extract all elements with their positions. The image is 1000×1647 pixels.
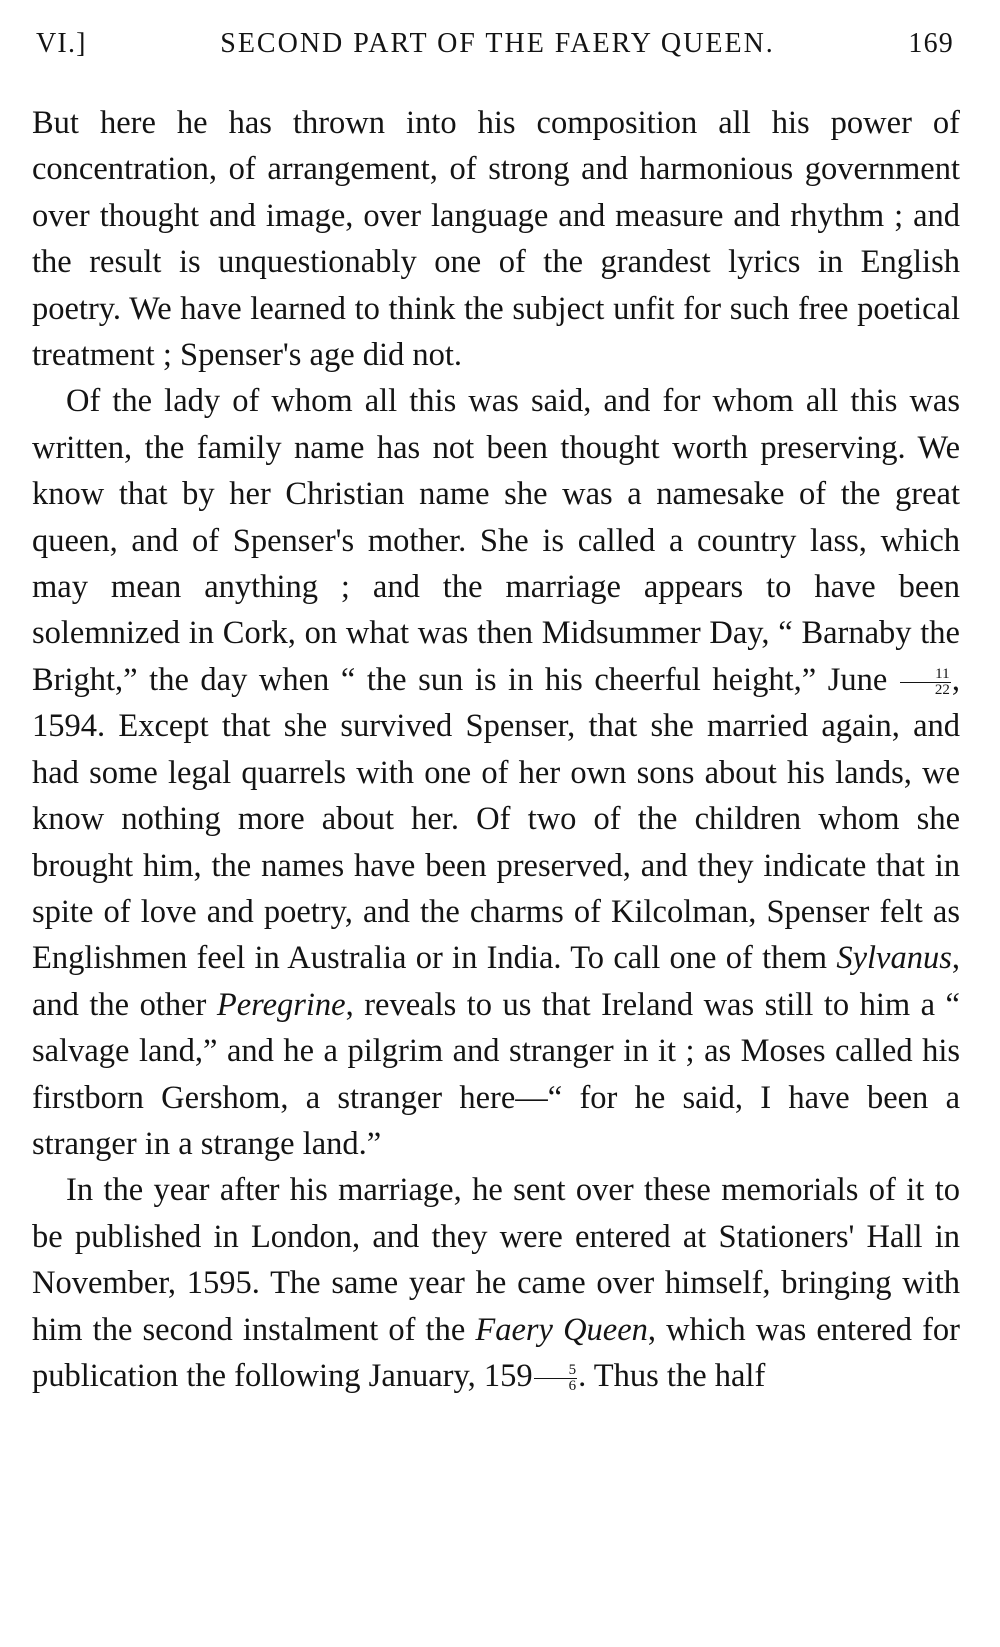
paragraph-2-text-d: , reveals to us that Ireland was still to him a “ salvage land,” and he a pilgrim and stranger in it ; as Moses called his firstborn Gershom, a stranger here—“ for he said, I have been a stranger in a strange land.” <box>32 986 960 1162</box>
paragraph-3-text-c: . Thus the half <box>578 1357 766 1394</box>
paragraph-1: But here he has thrown into his composition all his power of concentration, of arrangement, of strong and harmonious government over thought and image, over language and measure and rhythm ; and the result is unquestionably one of the grandest lyrics in English poetry. We have learned to think the subject unfit for such free poetical treatment ; Spenser's age did not. <box>32 105 960 374</box>
running-title: SECOND PART OF THE FAERY QUEEN. <box>220 28 775 59</box>
name-peregrine: Peregrine <box>216 986 346 1023</box>
year-fraction <box>534 1363 578 1394</box>
paragraph-2 <box>32 378 960 1167</box>
year-fraction-denominator: 6 <box>568 1377 577 1394</box>
running-head <box>36 28 954 68</box>
paragraph-2-text-a: Of the lady of whom all this was said, and for whom all this was written, the family name has not been thought worth preserving. We know that by her Christian name she was a namesake of the great queen, and of Spenser's mother. She is called a country lass, which may mean anything ; and the marriage appears to have been solemnized in Cork, on what was then Midsummer Day, “ Barnaby the Bright,” the day when “ the sun is in his cheerful height,” June <box>32 383 960 698</box>
paragraph-2-text-c: , and the other <box>32 940 960 1023</box>
date-fraction-denominator: 22 <box>934 681 950 698</box>
paragraph-2-text-b: , 1594. Except that she survived Spenser, that she married again, and had some legal quarrels with one of her own sons about his lands, we know nothing more about her. Of two of the children whom she brought him, the names have been preserved, and they indicate that in spite of love and poetry, and the charms of Kilcolman, Spenser felt as Englishmen feel in Australia or in India. To call one of them <box>32 661 960 977</box>
name-sylvanus: Sylvanus <box>836 940 952 977</box>
page-number: 169 <box>908 28 954 59</box>
body-text <box>32 100 960 1399</box>
paragraph-3-text-a: In the year after his marriage, he sent over these memorials of it to be published in London, and they were entered at Stationers' Hall in November, 1595. The same year he came over himself, bringing with him the second instalment of the <box>32 1172 960 1348</box>
paragraph-3 <box>32 1167 960 1399</box>
date-fraction-numerator: 11 <box>900 667 951 683</box>
work-title-faery-queen: Faery Queen <box>475 1311 648 1348</box>
date-fraction <box>900 667 951 698</box>
chapter-number: VI.] <box>36 28 87 59</box>
paragraph-3-text-b: , which was entered for publication the following January, 159 <box>32 1311 960 1394</box>
year-fraction-numerator: 5 <box>534 1363 578 1379</box>
